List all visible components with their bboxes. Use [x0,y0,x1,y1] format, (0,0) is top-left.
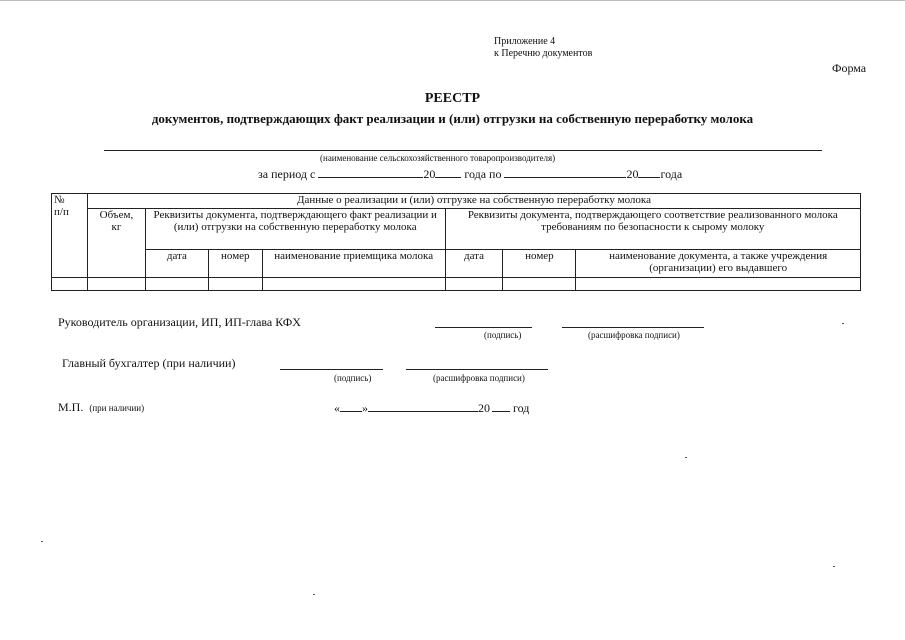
col-doc-name: наименование документа, а также учреждения (организации) его выдавшего [576,250,861,278]
stamp-block [58,400,144,415]
table-cell[interactable] [87,278,145,291]
period-suffix: года [660,167,683,181]
table-cell[interactable] [576,278,861,291]
stamp-note: (при наличии) [89,403,145,413]
table-row [52,278,861,291]
accountant-decode-line[interactable] [406,369,548,370]
table-cell[interactable] [52,278,88,291]
period-start-year-blank[interactable] [435,166,461,178]
period-year1: 20 [423,167,436,181]
period-prefix: за период с [258,167,316,181]
registry-table [51,193,861,291]
date-open-quote: « [334,401,340,415]
col-number-header [52,194,88,278]
col-number-symbol: № [54,194,65,206]
date-year-blank[interactable] [492,400,510,412]
producer-name-caption: (наименование сельскохозяйственного товаропроизводителя) [320,153,556,163]
col-safety-date: дата [445,250,503,278]
table-cell[interactable] [503,278,576,291]
form-label: Форма [832,61,867,75]
table-cell[interactable] [262,278,445,291]
accountant-sign-caption: (подпись) [334,373,372,383]
period-start-blank[interactable] [318,166,423,178]
period-year2: 20 [626,167,639,181]
req-sale-header: Реквизиты документа, подтверждающего факт реализации и (или) отгрузки на собственную переработку молока [145,209,445,250]
appendix-line-1: Приложение 4 [494,36,556,47]
scan-speck [685,457,687,458]
col-safety-number: номер [503,250,576,278]
accountant-signature-line[interactable] [280,369,383,370]
period-middle: года по [464,167,502,181]
data-group-header: Данные о реализации и (или) отгрузке на собственную переработку молока [87,194,860,209]
col-volume-header [87,209,145,278]
head-decode-line[interactable] [562,327,704,328]
producer-name-line[interactable] [104,150,822,151]
table-cell[interactable] [145,278,208,291]
head-decode-caption: (расшифровка подписи) [588,330,680,340]
col-number-abbr: п/п [54,206,69,218]
scan-speck [41,541,43,542]
stamp-label: М.П. [58,400,84,414]
accountant-label: Главный бухгалтер (при наличии) [62,356,236,370]
head-signature-line[interactable] [435,327,532,328]
period-end-year-blank[interactable] [638,166,660,178]
scan-speck [842,323,844,324]
head-sign-caption: (подпись) [484,330,522,340]
date-year: 20 [478,401,490,415]
document-subtitle: документов, подтверждающих факт реализации и (или) отгрузки на собственную переработку молока [151,111,754,126]
date-month-blank[interactable] [368,400,478,412]
date-suffix: год [513,401,530,415]
table-cell[interactable] [445,278,503,291]
date-close-quote: » [362,401,368,415]
col-volume-unit: кг [111,221,122,233]
accountant-decode-caption: (расшифровка подписи) [433,373,525,383]
period-line [258,166,682,182]
col-volume-label: Объем, [99,209,134,221]
col-sale-date: дата [145,250,208,278]
head-label: Руководитель организации, ИП, ИП-глава КФХ [58,315,301,329]
top-border-line [0,0,905,1]
table-cell[interactable] [208,278,262,291]
appendix-line-2: к Перечню документов [494,48,593,59]
scan-speck [313,594,315,595]
col-receiver-name: наименование приемщика молока [262,250,445,278]
col-sale-number: номер [208,250,262,278]
sign-date [334,400,529,416]
scan-speck [833,566,835,567]
date-day-blank[interactable] [340,400,362,412]
document-title: РЕЕСТР [424,91,481,106]
period-end-blank[interactable] [504,166,626,178]
req-safety-header: Реквизиты документа, подтверждающего соответствие реализованного молока требованиям по безопасности к сырому молоку [445,209,860,250]
